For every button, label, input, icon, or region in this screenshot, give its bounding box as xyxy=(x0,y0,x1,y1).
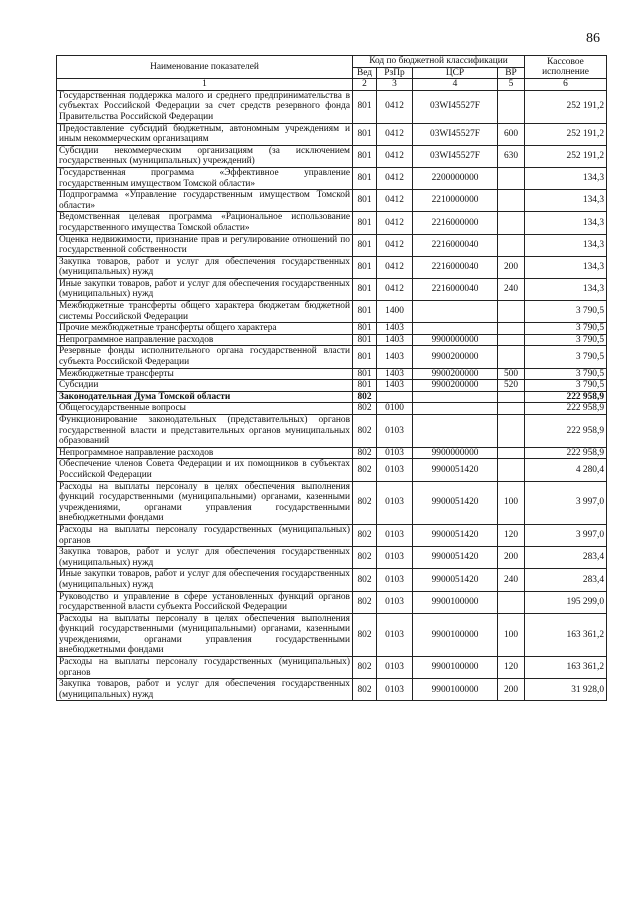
cell-csr: 9900100000 xyxy=(413,679,498,701)
cell-ved: 802 xyxy=(353,391,377,403)
table-row xyxy=(57,123,607,145)
cell-rzpr: 1403 xyxy=(377,323,413,335)
cell-csr: 9900200000 xyxy=(413,346,498,368)
cell-amount: 134,3 xyxy=(525,190,607,212)
cell-amount: 163 361,2 xyxy=(525,657,607,679)
table-row xyxy=(57,334,607,346)
cell-vr xyxy=(498,447,525,459)
table-row xyxy=(57,613,607,656)
header-name: Наименование показателей xyxy=(57,56,353,79)
cell-csr: 9900200000 xyxy=(413,368,498,380)
cell-ved: 802 xyxy=(353,547,377,569)
table-row xyxy=(57,234,607,256)
cell-vr xyxy=(498,212,525,234)
cell-name: Расходы на выплаты персоналу в целях обеспечения выполнения функций государственными (муниципальными) органами, казенными учреждениями, органами управления государственными внебюджетными фондами xyxy=(57,481,353,524)
cell-rzpr: 0103 xyxy=(377,657,413,679)
cell-amount: 31 928,0 xyxy=(525,679,607,701)
budget-execution-table xyxy=(56,55,607,701)
cell-rzpr: 0412 xyxy=(377,278,413,300)
cell-ved: 801 xyxy=(353,234,377,256)
cell-rzpr: 0412 xyxy=(377,90,413,123)
cell-amount: 3 997,0 xyxy=(525,481,607,524)
cell-name: Субсидии некоммерческим организациям (за исключением государственных (муниципальных) учреждений) xyxy=(57,145,353,167)
cell-amount: 134,3 xyxy=(525,212,607,234)
cell-vr xyxy=(498,591,525,613)
table-row xyxy=(57,278,607,300)
cell-amount: 3 790,5 xyxy=(525,323,607,335)
header-code-group: Код по бюджетной классификации xyxy=(353,56,525,68)
header-ved: Вед xyxy=(353,67,377,79)
cell-name: Ведомственная целевая программа «Рациональное использование государственного имущества Томской области» xyxy=(57,212,353,234)
cell-name: Резервные фонды исполнительного органа государственной власти субъекта Российской Федерации xyxy=(57,346,353,368)
cell-csr: 2216000000 xyxy=(413,212,498,234)
cell-name: Закупка товаров, работ и услуг для обеспечения государственных (муниципальных) нужд xyxy=(57,679,353,701)
cell-name: Общегосударственные вопросы xyxy=(57,403,353,415)
cell-ved: 801 xyxy=(353,256,377,278)
cell-vr: 240 xyxy=(498,278,525,300)
cell-vr: 520 xyxy=(498,380,525,392)
cell-name: Расходы на выплаты персоналу в целях обеспечения выполнения функций государственными (муниципальными) органами, казенными учреждениями, органами управления государственными внебюджетными фондами xyxy=(57,613,353,656)
cell-name: Расходы на выплаты персоналу государственных (муниципальных) органов xyxy=(57,524,353,546)
cell-ved: 801 xyxy=(353,334,377,346)
cell-ved: 801 xyxy=(353,190,377,212)
cell-vr: 100 xyxy=(498,481,525,524)
cell-amount: 283,4 xyxy=(525,569,607,591)
cell-vr xyxy=(498,190,525,212)
cell-ved: 801 xyxy=(353,212,377,234)
cell-ved: 802 xyxy=(353,569,377,591)
cell-name: Непрограммное направление расходов xyxy=(57,334,353,346)
cell-ved: 801 xyxy=(353,346,377,368)
cell-csr: 9900051420 xyxy=(413,481,498,524)
cell-rzpr: 0412 xyxy=(377,167,413,189)
cell-vr xyxy=(498,234,525,256)
table-row xyxy=(57,90,607,123)
header-num-2: 2 xyxy=(353,79,377,91)
table-row xyxy=(57,190,607,212)
header-num-4: 4 xyxy=(413,79,498,91)
cell-ved: 801 xyxy=(353,301,377,323)
cell-ved: 802 xyxy=(353,524,377,546)
cell-rzpr: 1403 xyxy=(377,334,413,346)
cell-csr: 9900051420 xyxy=(413,524,498,546)
cell-name: Непрограммное направление расходов xyxy=(57,447,353,459)
cell-ved: 801 xyxy=(353,123,377,145)
cell-amount: 283,4 xyxy=(525,547,607,569)
table-row xyxy=(57,323,607,335)
cell-name: Субсидии xyxy=(57,380,353,392)
table-row xyxy=(57,368,607,380)
cell-csr xyxy=(413,415,498,448)
cell-name: Расходы на выплаты персоналу государственных (муниципальных) органов xyxy=(57,657,353,679)
cell-name: Руководство и управление в сфере установленных функций органов государственной власти субъекта Российской Федерации xyxy=(57,591,353,613)
cell-amount: 3 790,5 xyxy=(525,368,607,380)
cell-ved: 801 xyxy=(353,380,377,392)
cell-vr: 500 xyxy=(498,368,525,380)
cell-amount: 3 790,5 xyxy=(525,346,607,368)
cell-amount: 134,3 xyxy=(525,167,607,189)
page-number: 86 xyxy=(586,31,600,46)
cell-name: Государственная поддержка малого и среднего предпринимательства в субъектах Российской Федерации за счет средств резервного фонда Правительства Российской Федерации xyxy=(57,90,353,123)
cell-vr: 120 xyxy=(498,524,525,546)
cell-amount: 134,3 xyxy=(525,234,607,256)
cell-vr xyxy=(498,346,525,368)
cell-name: Межбюджетные трансферты общего характера бюджетам бюджетной системы Российской Федерации xyxy=(57,301,353,323)
cell-ved: 801 xyxy=(353,278,377,300)
cell-rzpr: 0103 xyxy=(377,415,413,448)
cell-rzpr: 0412 xyxy=(377,234,413,256)
cell-vr: 600 xyxy=(498,123,525,145)
cell-amount: 252 191,2 xyxy=(525,145,607,167)
cell-amount: 3 790,5 xyxy=(525,380,607,392)
cell-rzpr: 1400 xyxy=(377,301,413,323)
cell-name: Законодательная Дума Томской области xyxy=(57,391,353,403)
cell-rzpr: 0412 xyxy=(377,145,413,167)
cell-csr: 2210000000 xyxy=(413,190,498,212)
table-row xyxy=(57,591,607,613)
cell-vr xyxy=(498,90,525,123)
table-row xyxy=(57,167,607,189)
cell-csr: 9900100000 xyxy=(413,657,498,679)
cell-csr xyxy=(413,323,498,335)
cell-rzpr: 0412 xyxy=(377,123,413,145)
cell-vr: 200 xyxy=(498,547,525,569)
cell-csr: 9900051420 xyxy=(413,547,498,569)
cell-vr: 630 xyxy=(498,145,525,167)
cell-csr xyxy=(413,301,498,323)
cell-amount: 252 191,2 xyxy=(525,90,607,123)
cell-rzpr: 0103 xyxy=(377,679,413,701)
table-row xyxy=(57,391,607,403)
cell-csr xyxy=(413,403,498,415)
cell-rzpr: 0103 xyxy=(377,613,413,656)
cell-amount: 3 997,0 xyxy=(525,524,607,546)
cell-csr: 03WI45527F xyxy=(413,123,498,145)
cell-rzpr: 0412 xyxy=(377,256,413,278)
cell-csr: 9900100000 xyxy=(413,613,498,656)
table-row xyxy=(57,380,607,392)
cell-amount: 252 191,2 xyxy=(525,123,607,145)
cell-ved: 802 xyxy=(353,459,377,481)
cell-vr: 100 xyxy=(498,613,525,656)
cell-vr xyxy=(498,391,525,403)
cell-ved: 802 xyxy=(353,447,377,459)
cell-vr: 200 xyxy=(498,256,525,278)
cell-csr: 2216000040 xyxy=(413,278,498,300)
table-row xyxy=(57,415,607,448)
cell-rzpr: 0412 xyxy=(377,212,413,234)
cell-amount: 3 790,5 xyxy=(525,301,607,323)
cell-rzpr: 0103 xyxy=(377,524,413,546)
header-rzpr: РзПр xyxy=(377,67,413,79)
cell-name: Государственная программа «Эффективное управление государственным имуществом Томской области» xyxy=(57,167,353,189)
cell-ved: 802 xyxy=(353,403,377,415)
cell-amount: 3 790,5 xyxy=(525,334,607,346)
cell-amount: 134,3 xyxy=(525,278,607,300)
table-row xyxy=(57,657,607,679)
table-row xyxy=(57,447,607,459)
cell-csr: 9900000000 xyxy=(413,334,498,346)
cell-csr: 9900051420 xyxy=(413,459,498,481)
cell-rzpr: 1403 xyxy=(377,346,413,368)
cell-rzpr: 0100 xyxy=(377,403,413,415)
cell-csr: 2216000040 xyxy=(413,234,498,256)
header-csr: ЦСР xyxy=(413,67,498,79)
cell-name: Функционирование законодательных (представительных) органов государственной власти и представительных органов муниципальных образований xyxy=(57,415,353,448)
header-num-6: 6 xyxy=(525,79,607,91)
cell-csr: 03WI45527F xyxy=(413,90,498,123)
cell-ved: 802 xyxy=(353,679,377,701)
cell-ved: 802 xyxy=(353,481,377,524)
cell-rzpr: 0103 xyxy=(377,569,413,591)
cell-ved: 801 xyxy=(353,368,377,380)
cell-rzpr: 1403 xyxy=(377,380,413,392)
header-num-5: 5 xyxy=(498,79,525,91)
table-row xyxy=(57,679,607,701)
cell-csr: 9900051420 xyxy=(413,569,498,591)
table-row xyxy=(57,481,607,524)
cell-name: Предоставление субсидий бюджетным, автономным учреждениям и иным некоммерческим организациям xyxy=(57,123,353,145)
cell-amount: 134,3 xyxy=(525,256,607,278)
header-vr: ВР xyxy=(498,67,525,79)
cell-amount: 163 361,2 xyxy=(525,613,607,656)
cell-vr xyxy=(498,301,525,323)
cell-amount: 4 280,4 xyxy=(525,459,607,481)
cell-rzpr: 0103 xyxy=(377,547,413,569)
cell-rzpr: 0103 xyxy=(377,481,413,524)
cell-ved: 801 xyxy=(353,167,377,189)
table-row xyxy=(57,569,607,591)
cell-csr: 2200000000 xyxy=(413,167,498,189)
cell-name: Обеспечение членов Совета Федерации и их помощников в субъектах Российской Федерации xyxy=(57,459,353,481)
table-row xyxy=(57,403,607,415)
table-row xyxy=(57,256,607,278)
cell-vr: 120 xyxy=(498,657,525,679)
cell-vr xyxy=(498,334,525,346)
cell-name: Подпрограмма «Управление государственным имуществом Томской области» xyxy=(57,190,353,212)
cell-name: Иные закупки товаров, работ и услуг для обеспечения государственных (муниципальных) нужд xyxy=(57,569,353,591)
table-row xyxy=(57,524,607,546)
cell-amount: 222 958,9 xyxy=(525,447,607,459)
cell-ved: 802 xyxy=(353,657,377,679)
cell-vr: 240 xyxy=(498,569,525,591)
table-row xyxy=(57,145,607,167)
header-num-3: 3 xyxy=(377,79,413,91)
cell-ved: 801 xyxy=(353,90,377,123)
header-executed: Кассовое исполнение xyxy=(525,56,607,79)
cell-vr xyxy=(498,415,525,448)
cell-ved: 802 xyxy=(353,591,377,613)
cell-name: Закупка товаров, работ и услуг для обеспечения государственных (муниципальных) нужд xyxy=(57,256,353,278)
cell-amount: 222 958,9 xyxy=(525,403,607,415)
cell-rzpr: 0103 xyxy=(377,459,413,481)
cell-ved: 802 xyxy=(353,613,377,656)
cell-csr: 9900200000 xyxy=(413,380,498,392)
header-num-1: 1 xyxy=(57,79,353,91)
table-row xyxy=(57,212,607,234)
table-row xyxy=(57,301,607,323)
cell-name: Оценка недвижимости, признание прав и регулирование отношений по государственной собственности xyxy=(57,234,353,256)
cell-csr: 03WI45527F xyxy=(413,145,498,167)
cell-ved: 802 xyxy=(353,415,377,448)
cell-vr xyxy=(498,403,525,415)
cell-name: Прочие межбюджетные трансферты общего характера xyxy=(57,323,353,335)
cell-amount: 222 958,9 xyxy=(525,391,607,403)
cell-ved: 801 xyxy=(353,145,377,167)
table-row xyxy=(57,459,607,481)
cell-vr xyxy=(498,323,525,335)
cell-vr xyxy=(498,167,525,189)
cell-csr: 9900100000 xyxy=(413,591,498,613)
cell-rzpr xyxy=(377,391,413,403)
cell-csr: 2216000040 xyxy=(413,256,498,278)
cell-name: Закупка товаров, работ и услуг для обеспечения государственных (муниципальных) нужд xyxy=(57,547,353,569)
table-row xyxy=(57,346,607,368)
cell-rzpr: 0412 xyxy=(377,190,413,212)
cell-rzpr: 1403 xyxy=(377,368,413,380)
cell-name: Межбюджетные трансферты xyxy=(57,368,353,380)
cell-vr: 200 xyxy=(498,679,525,701)
cell-amount: 222 958,9 xyxy=(525,415,607,448)
cell-csr: 9900000000 xyxy=(413,447,498,459)
cell-ved: 801 xyxy=(353,323,377,335)
cell-name: Иные закупки товаров, работ и услуг для обеспечения государственных (муниципальных) нужд xyxy=(57,278,353,300)
cell-vr xyxy=(498,459,525,481)
cell-amount: 195 299,0 xyxy=(525,591,607,613)
table-row xyxy=(57,547,607,569)
cell-rzpr: 0103 xyxy=(377,591,413,613)
cell-csr xyxy=(413,391,498,403)
cell-rzpr: 0103 xyxy=(377,447,413,459)
